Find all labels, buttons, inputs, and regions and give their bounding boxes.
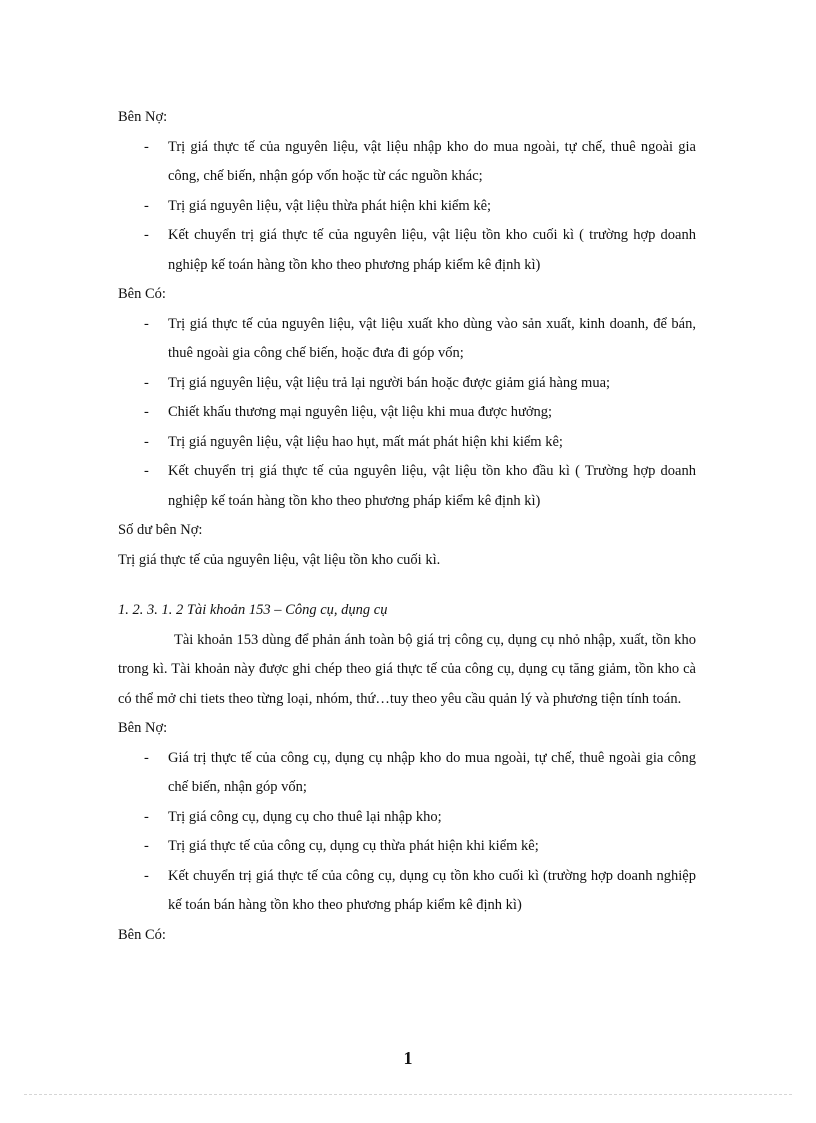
debit-heading: Bên Nợ: [118,720,168,736]
page-content [118,103,696,950]
bullet-dash: - [144,867,149,884]
list-item: - Kết chuyển trị giá thực tế của công cụ, dụng cụ tồn kho cuối kì (trường hợp doanh nghiệp kế toán bán hàng tồn kho theo phương pháp kiểm kê định kì) [118,862,696,921]
balance-heading: Số dư bên Nợ: [118,522,203,538]
credit-heading: Bên Có: [118,286,166,302]
list-item: - Trị giá nguyên liệu, vật liệu trả lại người bán hoặc được giảm giá hàng mua; [118,369,696,399]
list-item: - Trị giá nguyên liệu, vật liệu hao hụt, mất mát phát hiện khi kiểm kê; [118,428,696,458]
bullet-dash: - [144,749,149,766]
debit-heading: Bên Nợ: [118,109,168,125]
bullet-dash: - [144,138,149,155]
balance-text: Trị giá thực tế của nguyên liệu, vật liệu tồn kho cuối kì. [118,551,441,568]
bullet-dash: - [144,374,149,391]
bullet-dash: - [144,315,149,332]
bullet-dash: - [144,808,149,825]
bullet-dash: - [144,197,149,214]
credit-heading: Bên Có: [118,926,166,943]
bullet-dash: - [144,433,149,450]
list-item: - Kết chuyển trị giá thực tế của nguyên liệu, vật liệu tồn kho cuối kì ( trường hợp doanh nghiệp kế toán hàng tồn kho theo phương pháp kiểm kê định kì) [118,221,696,280]
list-item: - Kết chuyển trị giá thực tế của nguyên liệu, vật liệu tồn kho đầu kì ( Trường hợp doanh nghiệp kế toán hàng tồn kho theo phương pháp kiểm kê định kì) [118,457,696,516]
list-item: - Trị giá nguyên liệu, vật liệu thừa phát hiện khi kiểm kê; [118,192,696,222]
list-item: - Trị giá thực tế của nguyên liệu, vật liệu xuất kho dùng vào sản xuất, kinh doanh, để bán, thuê ngoài gia công chế biến, hoặc đưa đi góp vốn; [118,310,696,369]
list-item: - Trị giá công cụ, dụng cụ cho thuê lại nhập kho; [118,803,696,833]
bullet-dash: - [144,838,149,854]
list-item: - Trị giá thực tế của công cụ, dụng cụ thừa phát hiện khi kiểm kê; [118,832,696,862]
bullet-dash: - [144,463,149,479]
bullet-dash: - [144,227,149,243]
section-title: 1. 2. 3. 1. 2 Tài khoản 153 – Công cụ, dụng cụ [118,602,388,618]
bullet-dash: - [144,404,149,420]
list-item: - Trị giá thực tế của nguyên liệu, vật liệu nhập kho do mua ngoài, tự chế, thuê ngoài gia công, chế biến, nhận góp vốn hoặc từ các nguồn khác; [118,133,696,192]
list-item: - Chiết khấu thương mại nguyên liệu, vật liệu khi mua được hưởng; [118,398,696,428]
list-item: - Giá trị thực tế của công cụ, dụng cụ nhập kho do mua ngoài, tự chế, thuê ngoài gia công chế biến, nhận góp vốn; [118,744,696,803]
page-number: 1 [403,1048,413,1068]
page-bottom-divider [24,1094,792,1095]
section-paragraph: Tài khoản 153 dùng để phản ánh toàn bộ giá trị công cụ, dụng cụ nhỏ nhập, xuất, tồn kho trong kì. Tài khoản này được ghi chép theo giá thực tế của công cụ, dụng cụ tăng giảm, tồn kho cà có thể mở chi tiets theo từng loại, nhóm, thứ…tuy theo yêu cầu quản lý và phương tiện tính toán. [118,631,696,707]
